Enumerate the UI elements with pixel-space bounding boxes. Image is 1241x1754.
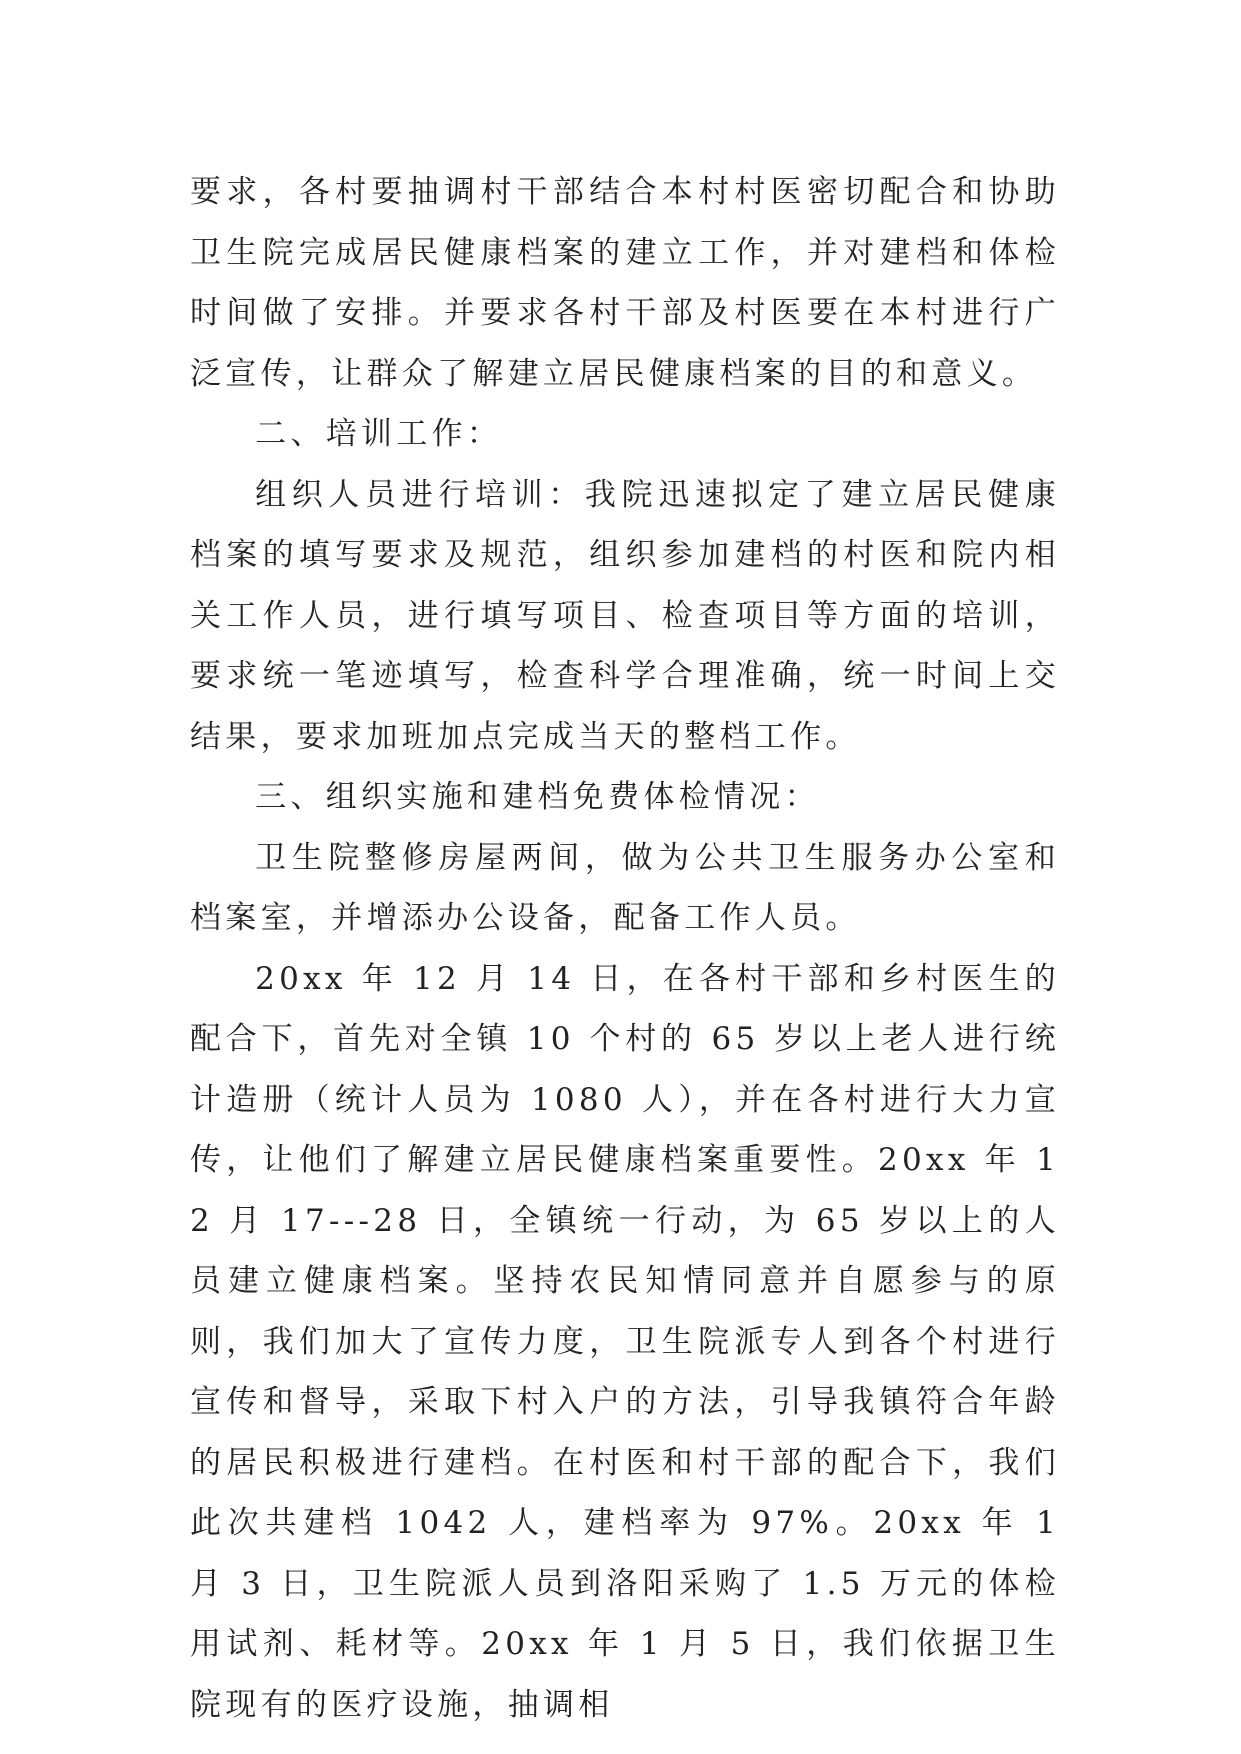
paragraph-requirements: 要求，各村要抽调村干部结合本村村医密切配合和协助卫生院完成居民健康档案的建立工作，并对建档和体检时间做了安排。并要求各村干部及村医要在本村进行广泛宣传，让群众了解建立居民健康档案的目的和意义。 [190, 174, 1060, 392]
section-heading-training: 二、培训工作： [255, 416, 503, 452]
paragraph-office-setup: 卫生院整修房屋两间，做为公共卫生服务办公室和档案室，并增添办公设备，配备工作人员。 [190, 839, 1060, 936]
paragraph-training: 组织人员进行培训：我院迅速拟定了建立居民健康档案的填写要求及规范，组织参加建档的村医和院内相关工作人员，进行填写项目、检查项目等方面的培训，要求统一笔迹填写，检查科学合理准确，统一时间上交结果，要求加班加点完成当天的整档工作。 [190, 476, 1060, 755]
section-heading-implementation: 三、组织实施和建档免费体检情况： [255, 779, 820, 815]
paragraph-implementation-details: 20xx 年 12 月 14 日，在各村干部和乡村医生的配合下，首先对全镇 10 个村的 65 岁以上老人进行统计造册（统计人员为 1080 人），并在各村进行大力宣传，让他们了解建立居民健康档案重要性。20xx 年 12 月 17---28 日，全镇统一行动，为 65 岁以上的人员建立健康档案。坚持农民知情同意并自愿参与的原则，我们加大了宣传力度，卫生院派专人到各个村进行宣传和督导，采取下村入户的方法，引导我镇符合年龄的居民积极进行建档。在村医和村干部的配合下，我们此次共建档 1042 人，建档率为 97%。20xx 年 1 月 3 日，卫生院派人员到洛阳采购了 1.5 万元的体检用试剂、耗材等。20xx 年 1 月 5 日，我们依据卫生院现有的医疗设施，抽调相 [190, 960, 1060, 1723]
document-body [190, 162, 1060, 1735]
